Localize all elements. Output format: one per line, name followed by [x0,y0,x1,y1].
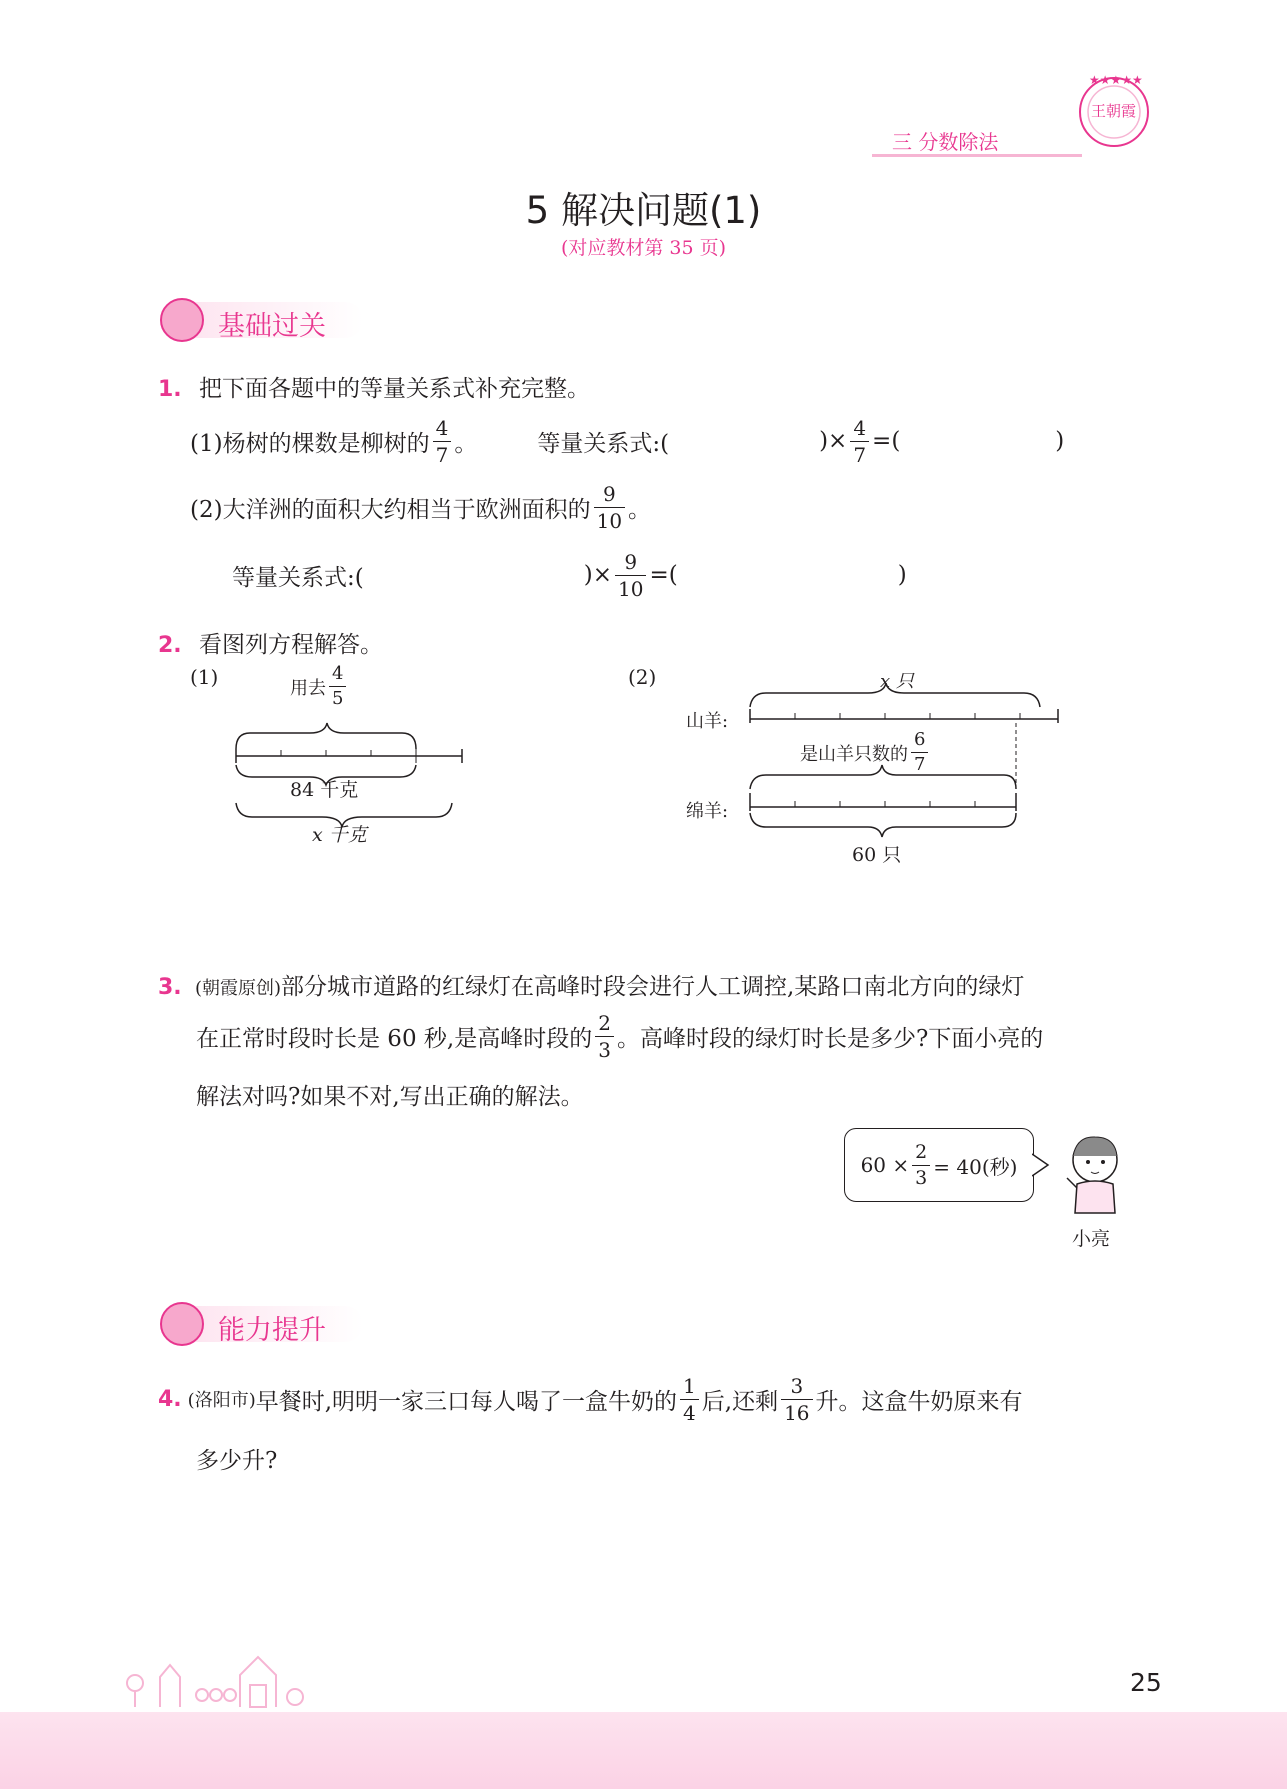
q1-part2 [190,478,651,536]
relation-equals: =( [649,562,678,588]
logo-text: 王朝霞 [1091,102,1137,120]
q1-part2-end: 。 [628,496,652,523]
answer-blank[interactable] [364,561,584,589]
speech-bubble: 60 × $\frac{2}{3}$ = 40(秒) [844,1128,1034,1202]
question-2 [158,626,383,659]
fraction: $\frac{3}{16}$ [781,1376,812,1423]
diagram-2-sheep: 绵羊: [686,801,729,822]
relation-label: 等量关系式:( [232,564,364,591]
diagram-2 [628,665,1068,870]
answer-blank[interactable] [669,427,819,455]
q1-part1-end: 。 [454,430,478,457]
relation-label: 等量关系式:( [537,430,670,457]
fraction: $\frac{4}{7}$ [433,418,452,465]
fraction: $\frac{6}{7}$ [911,731,928,774]
section-advance-badge [160,1302,380,1346]
diagram-1-label: (1) [190,665,219,689]
fraction: $\frac{4}{5}$ [329,665,346,708]
svg-text:★★★★★: ★★★★★ [1089,73,1143,87]
question-4-line-2: 多少升? [196,1448,278,1474]
diagram-1-mid: 84 千克 [290,779,359,801]
question-1 [158,370,1158,403]
page-title: 5 解决问题(1) [525,189,762,232]
diagram-2-note: 是山羊只数的 $\frac{6}{7}$ [800,731,931,774]
relation-close: ) [1055,428,1065,454]
question-line: 部分城市道路的红绿灯在高峰时段会进行人工调控,某路口南北方向的绿灯 [281,974,1025,1000]
section-face-icon [160,1302,204,1346]
q1-part1-text: (1)杨树的棵数是柳树的 [190,430,430,457]
diagram-2-top: x 只 [880,671,914,692]
diagram-1-total: x 千克 [312,824,367,846]
question-number: 4. [158,1386,182,1412]
question-text: 看图列方程解答。 [198,632,383,658]
answer-blank[interactable] [900,427,1055,455]
chapter-header [872,124,1082,157]
section-advance-label: 能力提升 [218,1315,326,1346]
diagram-1 [190,665,490,855]
diagram-2-bottom: 60 只 [852,844,902,866]
q1-part1 [190,412,1150,470]
question-3-line-3: 解法对吗?如果不对,写出正确的解法。 [196,1084,584,1110]
question-number: 2. [158,633,182,658]
q1-part2-text: (2)大洋洲的面积大约相当于欧洲面积的 [190,496,591,523]
question-number: 1. [158,377,182,402]
question-3-line-2: 在正常时段时长是 60 秒,是高峰时段的 $\frac{2}{3}$ 。高峰时段的绿灯时长是多少?下面小亮的 [196,1010,1044,1062]
relation-times: )× [819,428,848,454]
fraction: $\frac{2}{3}$ [595,1013,614,1060]
diagram-2-label: (2) [628,665,657,689]
bubble-tail-icon [1032,1152,1052,1178]
fraction: $\frac{4}{7}$ [850,418,869,465]
fraction: $\frac{2}{3}$ [912,1143,930,1188]
diagram-1-used: 用去 $\frac{4}{5}$ [290,665,349,708]
answer-blank[interactable] [678,561,898,589]
question-3-line-1 [158,968,1158,1001]
question-source: (朝霞原创) [194,978,282,999]
relation-close: ) [897,562,907,588]
fraction: $\frac{9}{10}$ [594,484,625,531]
section-globe-icon [160,298,204,342]
chapter-label: 三 分数除法 [892,130,999,154]
boy-character-icon [1055,1128,1135,1223]
page-number: 25 [1130,1668,1162,1697]
question-source: (洛阳市) [187,1390,256,1411]
q1-part2-relation [232,546,907,604]
relation-equals: =( [872,428,901,454]
question-text: 把下面各题中的等量关系式补充完整。 [198,376,590,402]
logo-badge [1075,70,1153,148]
diagram-2-goat: 山羊: [686,711,729,732]
relation-times: )× [583,562,612,588]
question-number: 3. [158,975,182,1000]
fraction: $\frac{1}{4}$ [680,1376,699,1423]
section-basic-label: 基础过关 [218,311,326,342]
footer-band [0,1712,1287,1789]
section-basic-badge [160,298,380,342]
page-subtitle: (对应教材第 35 页) [560,237,727,259]
question-4-line-1: 4. (洛阳市) 早餐时,明明一家三口每人喝了一盒牛奶的 $\frac{1}{4}$ 后,还剩 $\frac{3}{16}$ 升。这盒牛奶原来有 [158,1373,1023,1425]
footer-town-decoration-icon [120,1645,420,1715]
fraction: $\frac{9}{10}$ [615,552,646,599]
character-name: 小亮 [1072,1228,1111,1250]
